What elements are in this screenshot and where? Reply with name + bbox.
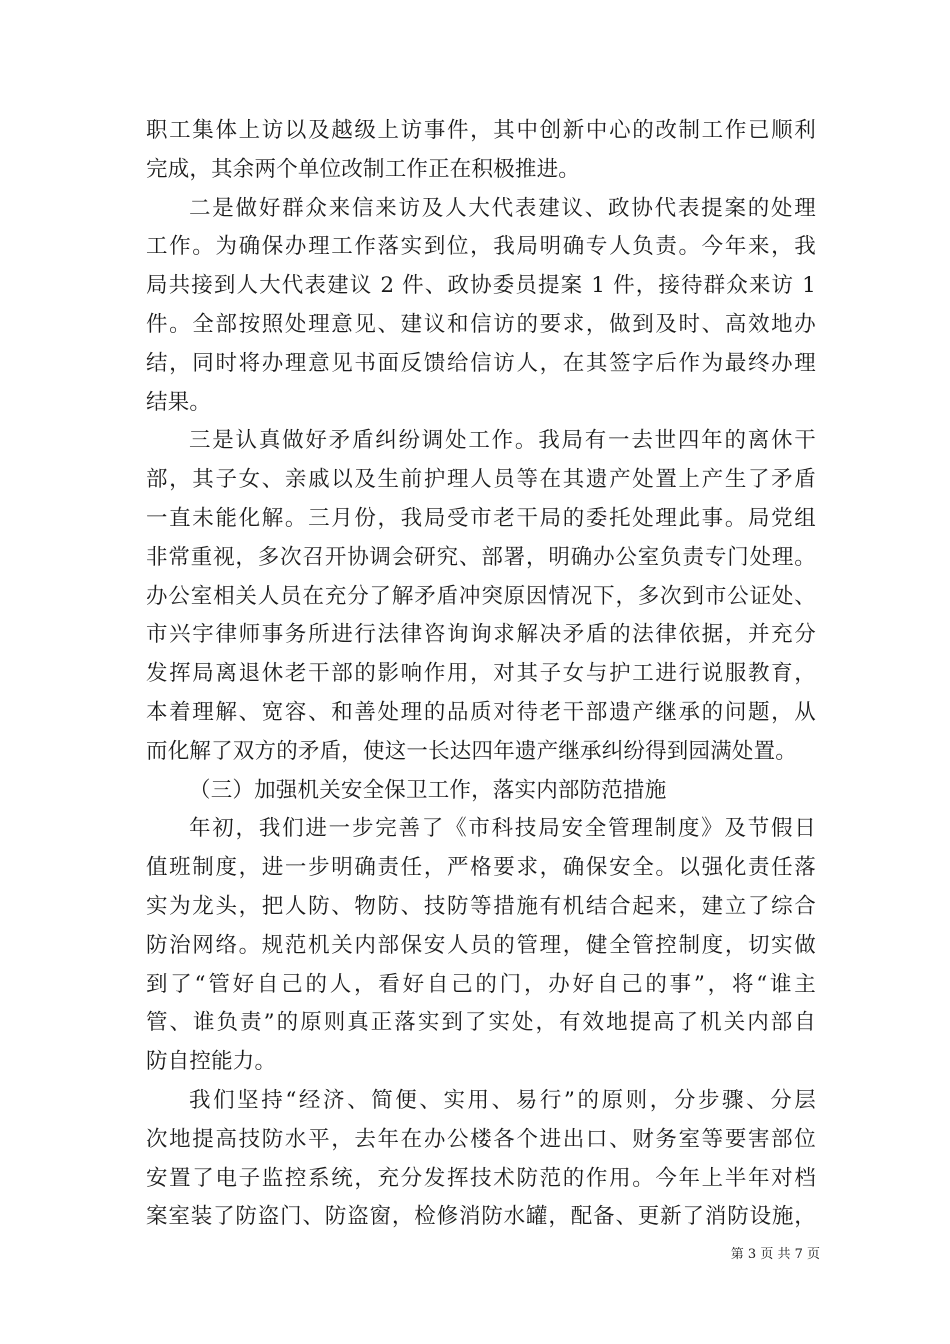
text-line: 我们坚持“经济、简便、实用、易行”的原则，分步骤、分层 — [189, 1087, 816, 1113]
text-line: 年初，我们进一步完善了《市科技局安全管理制度》及节假日 — [189, 816, 816, 842]
text-line: 市兴宇律师事务所进行法律咨询询求解决矛盾的法律依据，并充分 — [146, 622, 816, 648]
text-line: 二是做好群众来信来访及人大代表建议、政协代表提案的处理 — [189, 195, 816, 221]
text-line: 发挥局离退休老干部的影响作用，对其子女与护工进行说服教育， — [146, 661, 816, 687]
paragraph-continuation — [146, 112, 816, 190]
text-line: 安置了电子监控系统，充分发挥技术防范的作用。今年上半年对档 — [146, 1165, 816, 1191]
text-line: 部，其子女、亲戚以及生前护理人员等在其遗产处置上产生了矛盾 — [146, 467, 816, 493]
text-line: 到了“管好自己的人，看好自己的门，办好自己的事”，将“谁主 — [146, 971, 816, 997]
paragraph-letters-visits — [146, 190, 816, 423]
text-line: 而化解了双方的矛盾，使这一长达四年遗产继承纠纷得到园满处置。 — [146, 738, 798, 764]
text-line: 管、谁负责”的原则真正落实到了实处，有效地提高了机关内部自 — [146, 1010, 816, 1036]
text-line: 三是认真做好矛盾纠纷调处工作。我局有一去世四年的离休干 — [189, 428, 816, 454]
text-line: 工作。为确保办理工作落实到位，我局明确专人负责。今年来，我 — [146, 234, 816, 260]
text-line: 件。全部按照处理意见、建议和信访的要求，做到及时、高效地办 — [146, 311, 816, 337]
section-heading-text: （三）加强机关安全保卫工作，落实内部防范措施 — [189, 777, 667, 803]
text-line: 防治网络。规范机关内部保安人员的管理，健全管控制度，切实做 — [146, 932, 816, 958]
text-line: 非常重视，多次召开协调会研究、部署，明确办公室负责专门处理。 — [146, 544, 816, 570]
text-line: 案室装了防盗门、防盗窗，检修消防水罐，配备、更新了消防设施， — [146, 1204, 816, 1230]
paragraph-safety-management — [146, 810, 816, 1082]
document-body — [146, 112, 816, 1237]
paragraph-dispute-mediation — [146, 422, 816, 771]
text-line: 局共接到人大代表建议 2 件、政协委员提案 1 件，接待群众来访 1 — [146, 273, 816, 299]
page-number: 第 3 页 共 7 页 — [730, 1247, 820, 1262]
text-line: 结果。 — [146, 389, 212, 415]
paragraph-technical-prevention — [146, 1082, 816, 1237]
text-line: 完成，其余两个单位改制工作正在积极推进。 — [146, 156, 581, 182]
text-line: 值班制度，进一步明确责任，严格要求，确保安全。以强化责任落 — [146, 855, 816, 881]
section-heading — [146, 772, 816, 811]
text-line: 实为龙头，把人防、物防、技防等措施有机结合起来，建立了综合 — [146, 893, 816, 919]
text-line: 次地提高技防水平，去年在办公楼各个进出口、财务室等要害部位 — [146, 1126, 816, 1152]
text-line: 职工集体上访以及越级上访事件，其中创新中心的改制工作已顺利 — [146, 118, 816, 143]
text-line: 办公室相关人员在充分了解矛盾冲突原因情况下，多次到市公证处、 — [146, 583, 816, 609]
text-line: 防自控能力。 — [146, 1049, 277, 1075]
text-line: 结，同时将办理意见书面反馈给信访人，在其签字后作为最终办理 — [146, 350, 816, 376]
text-line: 一直未能化解。三月份，我局受市老干局的委托处理此事。局党组 — [146, 505, 816, 531]
text-line: 本着理解、宽容、和善处理的品质对待老干部遗产继承的问题，从 — [146, 699, 816, 725]
